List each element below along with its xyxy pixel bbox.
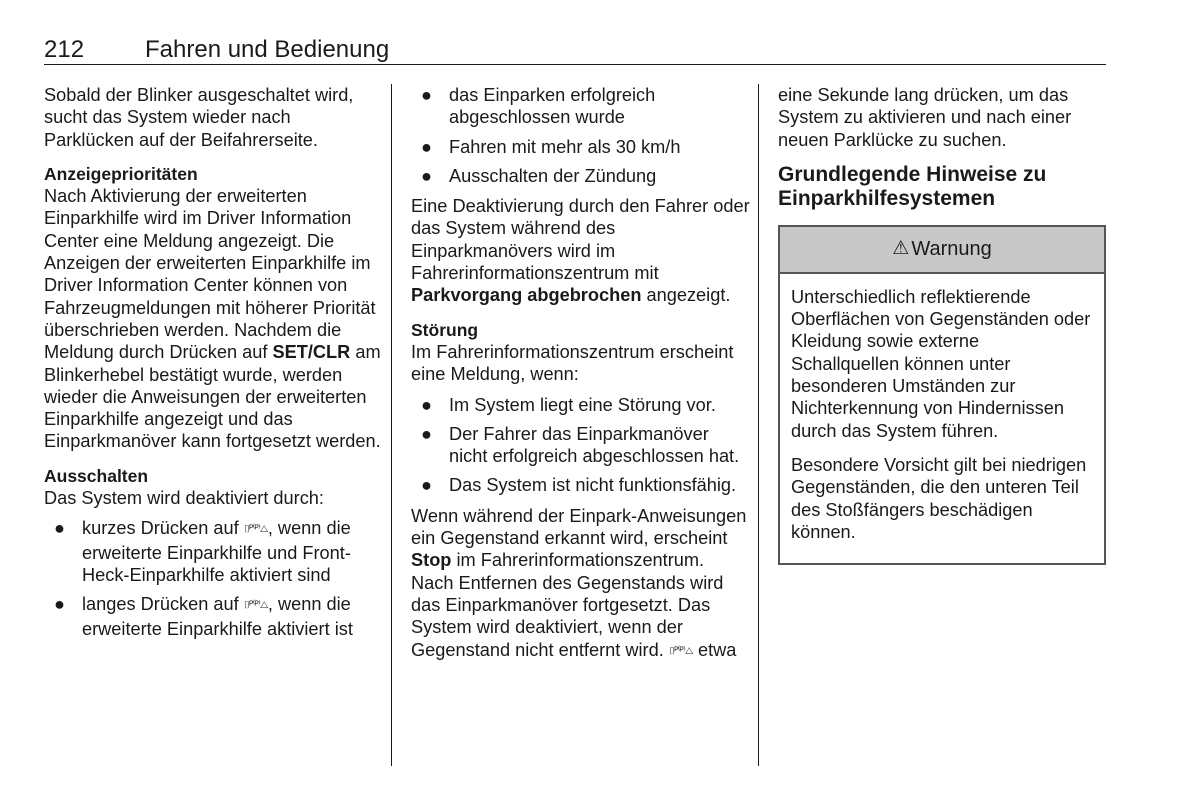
bullet-icon: ● [421, 423, 432, 444]
subheading-fault: Störung [411, 319, 479, 340]
bullet-icon: ● [421, 165, 432, 186]
bullet-icon: ● [421, 475, 432, 496]
column-divider [391, 84, 392, 766]
header-rule [44, 64, 1106, 65]
paragraph: Sobald der Blinker ausgeschaltet wird, sucht das System wieder nach Parklücken auf der Beifahrerseite. [44, 85, 354, 150]
bullet-list [411, 84, 751, 187]
warning-body [780, 274, 1104, 563]
paragraph: Das System wird deaktiviert durch: [44, 488, 324, 509]
bullet-icon: ● [421, 394, 432, 415]
warning-paragraph: Unterschiedlich reflektierende Oberflächen von Gegenständen oder Kleidung sowie externe Schallquellen können unter besonderen Umständen zur Nichterkennung von Hindernissen durch das System führen. [791, 286, 1091, 441]
paragraph: Eine Deaktivierung durch den Fahrer oder das System während des Einparkmanövers wird im Fahrerinformationszentrum mit Parkvorgang abgebrochen angezeigt. [411, 196, 750, 306]
paragraph: Im Fahrerinformationszentrum erscheint eine Meldung, wenn: [411, 341, 734, 385]
page-title: Fahren und Bedienung [145, 36, 390, 63]
message-stop: Stop [411, 550, 452, 571]
subheading-display-priorities: Anzeigeprioritäten [44, 163, 198, 184]
column-middle [411, 84, 751, 675]
button-label-set-clr: SET/CLR [272, 342, 351, 363]
bullet-list [411, 394, 751, 497]
list-item: ● Im System liegt eine Störung vor. [421, 394, 716, 415]
subheading-switch-off: Ausschalten [44, 465, 149, 486]
warning-title: Warnung [911, 238, 992, 261]
list-item: ● Ausschalten der Zündung [421, 165, 657, 186]
park-assist-icon: ⌷ᴾ⁽ᴾ⁾△ [243, 600, 268, 612]
list-item: ● das Einparken erfolgreich abgeschlossen wurde [421, 85, 656, 128]
bullet-icon: ● [421, 136, 432, 157]
paragraph: Nach Aktivierung der erweiterten Einparkhilfe wird im Driver Information Center eine Meldung angezeigt. Die Anzeigen der erweiterten Einparkhilfe im Driver Information Center können von Fahrzeugmeldungen mit höherer Priorität überschrieben werden. Nachdem die Meldung durch Drücken auf SET/CLR am Blinkerhebel bestätigt wurde, werden wieder die Anweisungen der erweiterten Einparkhilfe angezeigt und das Einparkmanöver kann fortgesetzt werden. [44, 186, 381, 452]
paragraph: Wenn während der Einpark-Anweisungen ein Gegenstand erkannt wird, erscheint Stop im Fahrerinformationszentrum. Nach Entfernen des Gegenstands wird das Einparkmanöver fortgesetzt. Das System wird deaktiviert, wenn der Gegenstand nicht entfernt wird. ⌷ᴾ⁽ᴾ⁾△ etwa [411, 505, 751, 663]
bullet-icon: ● [54, 594, 65, 615]
list-item: ● Der Fahrer das Einparkmanöver nicht erfolgreich abgeschlossen hat. [421, 423, 740, 467]
column-divider [758, 84, 759, 766]
bullet-icon: ● [54, 518, 65, 539]
paragraph: eine Sekunde lang drücken, um das System zu aktivieren und nach einer neuen Parklücke zu suchen. [778, 85, 1072, 150]
list-item: ● langes Drücken auf ⌷ᴾ⁽ᴾ⁾△, wenn die erweiterte Einparkhilfe aktiviert ist [54, 594, 353, 639]
warning-triangle-icon: ⚠ [892, 238, 910, 260]
column-right [778, 84, 1106, 565]
column-left [44, 84, 384, 648]
section-title: Grundlegende Hinweise zu Einparkhilfesystemen [778, 162, 1047, 210]
page-header [44, 36, 1106, 64]
park-assist-icon: ⌷ᴾ⁽ᴾ⁾△ [668, 645, 693, 657]
list-item: ● Fahren mit mehr als 30 km/h [421, 136, 681, 157]
warning-header [780, 227, 1104, 274]
message-parkvorgang-abgebrochen: Parkvorgang abgebrochen [411, 285, 642, 306]
warning-paragraph: Besondere Vorsicht gilt bei niedrigen Gegenständen, die den unteren Teil des Stoßfängers beschädigen können. [791, 454, 1087, 542]
warning-box [778, 225, 1106, 565]
bullet-icon: ● [421, 85, 432, 105]
park-assist-icon: ⌷ᴾ⁽ᴾ⁾△ [243, 524, 268, 536]
bullet-list [44, 517, 384, 639]
page-number: 212 [44, 36, 85, 63]
list-item: ● kurzes Drücken auf ⌷ᴾ⁽ᴾ⁾△, wenn die erweiterte Einparkhilfe und Front-Heck-Einparkhilfe aktiviert sind [54, 518, 351, 585]
list-item: ● Das System ist nicht funktionsfähig. [421, 475, 737, 496]
